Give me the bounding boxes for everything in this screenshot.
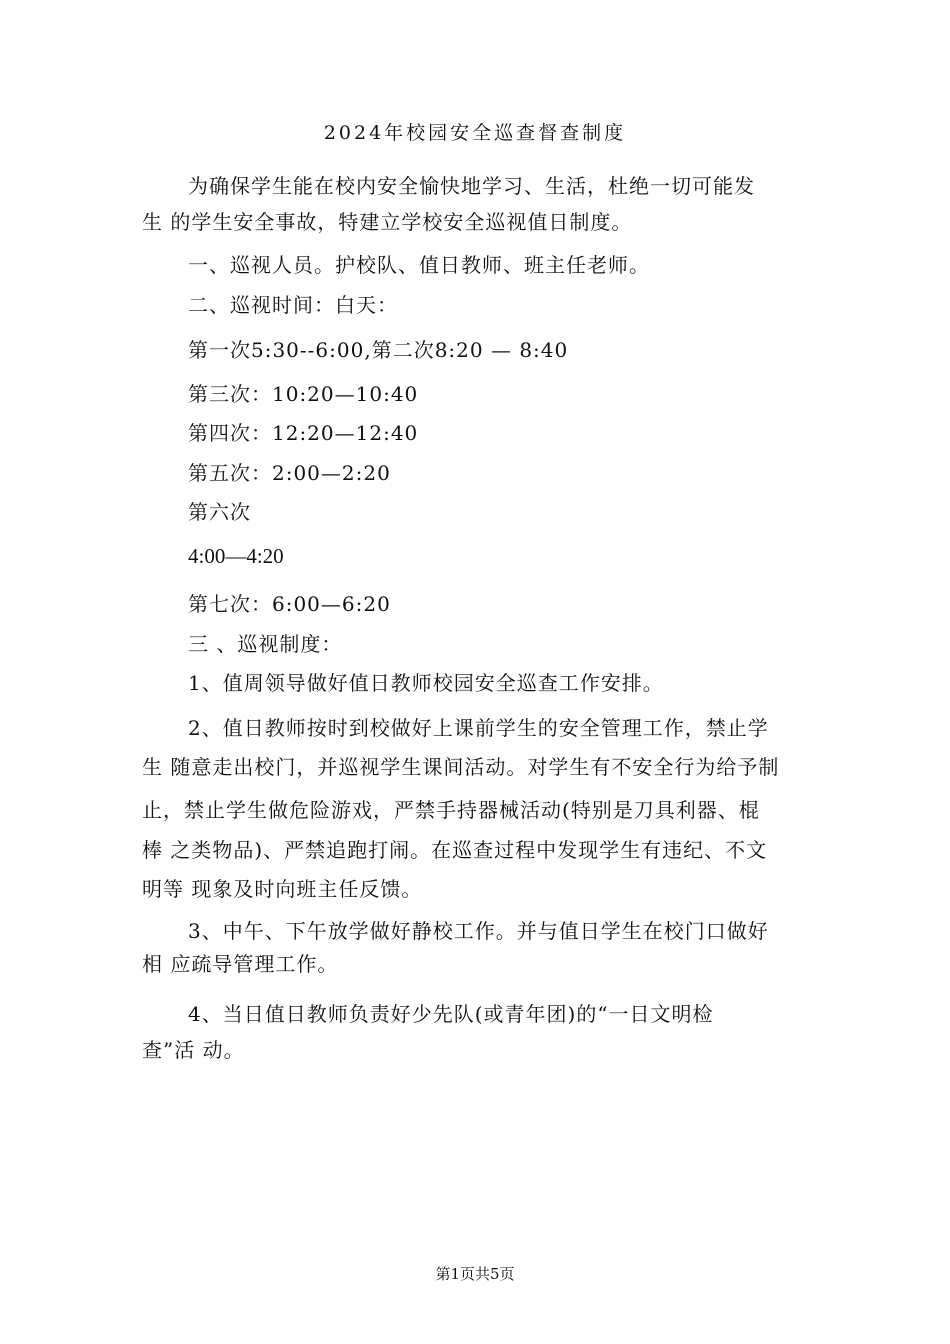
paragraph-line-2: 生 的学生安全事故，特建立学校安全巡视值日制度。 [142, 210, 633, 234]
rule-4-line-2: 查”活 动。 [142, 1038, 245, 1062]
section-patrol-personnel: 一、巡视人员。护校队、值日教师、班主任老师。 [188, 253, 650, 277]
rule-2-line-2: 生 随意走出校门，并巡视学生课间活动。对学生有不安全行为给予制 [142, 755, 780, 779]
rule-3-line-2: 相 应疏导管理工作。 [142, 952, 339, 976]
paragraph-line-1: 为确保学生能在校内安全愉快地学习、生活，杜绝一切可能发 [188, 174, 755, 198]
section-patrol-time: 二、巡视时间：白天： [188, 293, 398, 317]
schedule-line-4: 第四次：12:20—12:40 [188, 421, 419, 445]
document-title: 2024年校园安全巡查督查制度 [323, 122, 627, 144]
schedule-line-5: 第五次：2:00—2:20 [188, 461, 391, 485]
rule-2-line-3: 止，禁止学生做危险游戏，严禁手持器械活动(特别是刀具利器、棍 [142, 798, 760, 822]
schedule-line-1-2: 第一次5:30--6:00,第二次8:20 — 8:40 [188, 338, 569, 362]
schedule-line-7: 第七次：6:00—6:20 [188, 592, 391, 616]
rule-2-line-1: 2、值日教师按时到校做好上课前学生的安全管理工作，禁止学 [188, 716, 769, 740]
schedule-line-6-time: 4:00—4:20 [188, 544, 284, 568]
rule-2-line-5: 明等 现象及时向班主任反馈。 [142, 877, 423, 901]
rule-1: 1、值周领导做好值日教师校园安全巡查工作安排。 [188, 671, 664, 695]
rule-3-line-1: 3、中午、下午放学做好静校工作。并与值日学生在校门口做好 [188, 919, 769, 943]
section-patrol-rules: 三 、巡视制度： [188, 632, 343, 656]
schedule-line-6-label: 第六次 [188, 500, 251, 524]
rule-2-line-4: 棒 之类物品)、严禁追跑打闹。在巡查过程中发现学生有违纪、不文 [142, 838, 768, 862]
rule-4-line-1: 4、当日值日教师负责好少先队(或青年团)的“一日文明检 [188, 1002, 714, 1026]
schedule-line-3: 第三次：10:20—10:40 [188, 382, 419, 406]
page-footer: 第1页共5页 [435, 1265, 515, 1283]
